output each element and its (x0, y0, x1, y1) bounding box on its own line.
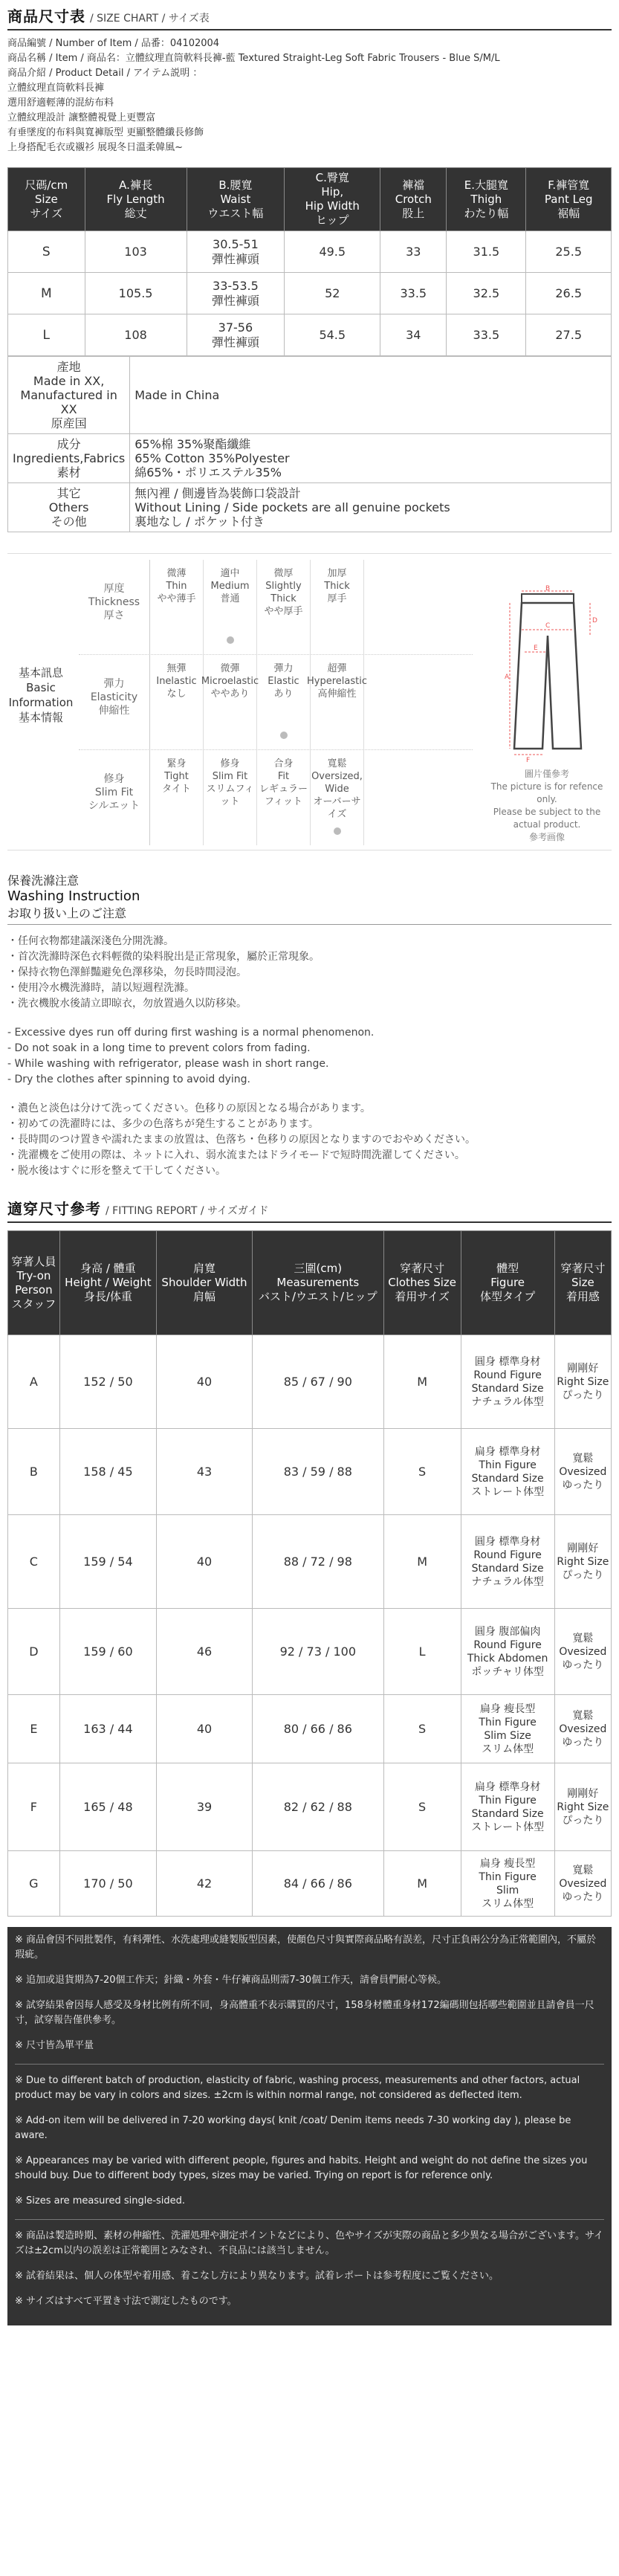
washing-line: ・保持衣物色澤鮮豔避免色澤移染，勿長時間浸泡。 (7, 966, 247, 978)
fitting-row (8, 1763, 612, 1851)
fitting-cell-fig: 扁身 瘦長型 Thin Figure Slim スリム体型 (461, 1851, 554, 1917)
size-cell-c: 54.5 (285, 314, 380, 356)
fitting-cell-s: M (383, 1335, 461, 1429)
fitting-cell-s: S (383, 1429, 461, 1515)
fitting-cell-sh: 40 (157, 1335, 253, 1429)
attribute-row (79, 750, 473, 845)
washing-line: ・脱水後はすぐに形を整えて干してください。 (7, 1165, 226, 1177)
washing-line: ・長時間のつけ置きや濡れたままの放置は、色落ち・色移りの原因となりますのでおやめください。 (7, 1134, 476, 1146)
fitting-col-header: 體型 Figure 体型タイプ (461, 1231, 554, 1335)
size-cell-d: 34 (380, 314, 447, 356)
fitting-cell-hw: 163 / 44 (59, 1695, 156, 1763)
size-col-header: 褲襠 Crotch 股上 (380, 168, 447, 231)
fitting-cell-p: D (8, 1609, 60, 1695)
size-col-header: A.褲長 Fly Length 総丈 (85, 168, 187, 231)
note-line: ※ 試着結果は、個人の体型や着用感、着こなし方により異なります。試着レポートは参考程度にご覧ください。 (15, 2270, 499, 2282)
note-line: ※ 試穿結果會因每人感受及身材比例有所不同，身高體重不表示購買的尺寸，158身材體重身材172編碼則包括哪些範圍並且請會員一尺寸，試穿報告僅供參考。 (15, 2000, 594, 2026)
fitting-title: 適穿尺寸參考 (7, 1200, 101, 1218)
size-cell-c: 49.5 (285, 231, 380, 273)
info-line: 有垂墜度的布料與寬褲版型 更顯整體纖長修飾 (7, 127, 204, 138)
fitting-cell-fit: 剛剛好 Right Size ぴったり (554, 1763, 611, 1851)
fitting-col-header: 穿著尺寸 Clothes Size 着用サイズ (383, 1231, 461, 1335)
note-line: ※ Appearances may be varied with different people, figures and habits. Height and weight do not define the sizes you should buy. Due to different body types, sizes may be varied. Trying on report is for reference only. (15, 2155, 588, 2181)
svg-text:E: E (534, 645, 538, 652)
attribute-row (79, 560, 473, 655)
size-cell-a: 108 (85, 314, 187, 356)
fitting-col-header: 肩寬 Shoulder Width 肩幅 (157, 1231, 253, 1335)
notes-ja (15, 2229, 604, 2309)
washing-line: - Dry the clothes after spinning to avoid dying. (7, 1074, 250, 1085)
selected-dot-icon (280, 732, 288, 739)
fitting-cell-hw: 170 / 50 (59, 1851, 156, 1917)
size-cell-size: M (8, 273, 85, 314)
size-row (8, 231, 612, 273)
fitting-cell-s: S (383, 1695, 461, 1763)
fitting-cell-fig: 扁身 瘦長型 Thin Figure Slim Size スリム体型 (461, 1695, 554, 1763)
attribute-option-label: 微薄 Thin やや薄手 (157, 568, 196, 604)
washing-line: ・洗衣機脫水後請立即晾衣，勿放置過久以防移染。 (7, 998, 247, 1010)
washing-ja (7, 1101, 612, 1179)
fitting-cell-s: M (383, 1851, 461, 1917)
fitting-col-header: 穿著人員 Try-on Person スタッフ (8, 1231, 60, 1335)
fitting-cell-fit: 剛剛好 Right Size ぴったり (554, 1335, 611, 1429)
material-value: 65%棉 35%聚酯纖維 65% Cotton 35%Polyester 綿65%・ポリエステル35% (130, 434, 612, 483)
fitting-cell-s: M (383, 1515, 461, 1609)
attribute-option (311, 560, 364, 654)
fitting-cell-hw: 165 / 48 (59, 1763, 156, 1851)
size-cell-e: 33.5 (447, 314, 526, 356)
fitting-cell-p: G (8, 1851, 60, 1917)
info-line: 立體紋理直筒軟料長褲 (7, 83, 105, 94)
note-line: ※ Add-on item will be delivered in 7-20 working days( knit /coat/ Denim items needs 7-30 working day ), please be aware. (15, 2115, 571, 2141)
svg-text:F: F (526, 757, 531, 762)
attribute-option (311, 750, 364, 845)
size-cell-e: 32.5 (447, 273, 526, 314)
washing-section (7, 871, 612, 1179)
fitting-cell-p: C (8, 1515, 60, 1609)
size-col-header: 尺碼/cm Size サイズ (8, 168, 85, 231)
note-line: ※ 追加或退貨期為7-20個工作天；針織・外套・牛仔褲商品則需7-30個工作天，請會員們耐心等候。 (15, 1975, 447, 1986)
pants-diagram (480, 584, 614, 842)
attribute-option (257, 750, 311, 845)
size-cell-size: S (8, 231, 85, 273)
attribute-option-label: 加厚 Thick 厚手 (324, 568, 350, 604)
fitting-cell-fit: 寬鬆 Ovesized ゆったり (554, 1695, 611, 1763)
size-cell-size: L (8, 314, 85, 356)
size-chart-title: 商品尺寸表 (7, 7, 85, 25)
attribute-option-label: 緊身 Tight タイト (162, 758, 191, 795)
washing-title-ja: お取り扱い上のご注意 (7, 906, 127, 920)
note-line: ※ Due to different batch of production, elasticity of fabric, washing process, measurements and other factors, actual product may be vary in colors and sizes. ±2cm is within normal range, not considered as deflected item. (15, 2075, 580, 2101)
selected-dot-icon (334, 827, 341, 835)
size-cell-a: 105.5 (85, 273, 187, 314)
fitting-cell-m: 84 / 66 / 86 (252, 1851, 383, 1917)
fitting-cell-m: 83 / 59 / 88 (252, 1429, 383, 1515)
attribute-option-label: 合身 Fit レギュラーフィット (259, 758, 308, 807)
fitting-cell-s: S (383, 1763, 461, 1851)
size-row (8, 273, 612, 314)
washing-line: ・首次洗滌時深色衣料輕微的染料脫出是正常現象，屬於正常現象。 (7, 951, 320, 963)
attribute-head: 修身 Slim Fit シルエット (79, 750, 150, 845)
attribute-option (307, 655, 367, 749)
size-cell-a: 103 (85, 231, 187, 273)
fitting-row (8, 1429, 612, 1515)
fitting-col-header: 身高 / 體重 Height / Weight 身長/体重 (59, 1231, 156, 1335)
washing-line: ・濃色と淡色は分けて洗ってください。色移りの原因となる場合があります。 (7, 1103, 371, 1114)
note-line: ※ 商品會因不同批製作，有料彈性、水洗處理或縫製版型因素，使顏色尺寸與實際商品略有誤差，尺寸正負兩公分為正常範圍內，不屬於瑕疵。 (15, 1934, 597, 1960)
info-line: 商品介紹 / Product Detail / アイテム説明 ： (7, 68, 203, 79)
basic-info-label: 基本訊息 Basic Information 基本情報 (8, 666, 74, 724)
divider (15, 2219, 604, 2220)
attribute-option (150, 750, 204, 845)
fitting-cell-fig: 圓身 標準身材 Round Figure Standard Size ナチュラル体型 (461, 1515, 554, 1609)
divider (7, 1221, 612, 1223)
size-row (8, 314, 612, 356)
note-line: ※ サイズはすべて平置き寸法で測定したものです。 (15, 2296, 237, 2307)
others-label: 其它 Others その他 (8, 483, 130, 532)
fitting-col-header: 穿著尺寸 Size 着用感 (554, 1231, 611, 1335)
fitting-cell-fit: 寬鬆 Ovesized ゆったり (554, 1851, 611, 1917)
size-chart-subtitle: / SIZE CHART / サイズ表 (90, 13, 210, 25)
fitting-col-header: 三圍(cm) Measurements バスト/ウエスト/ヒップ (252, 1231, 383, 1335)
note-line: ※ 尺寸皆為單平量 (15, 2040, 94, 2051)
info-line: 商品名稱 / Item / 商品名：立體紋理直筒軟料長褲-藍 Textured Straight-Leg Soft Fabric Trousers - Blue S/M/L (7, 53, 500, 64)
fitting-cell-hw: 152 / 50 (59, 1335, 156, 1429)
size-cell-f: 26.5 (526, 273, 612, 314)
washing-line: - While washing with refrigerator, please wash in short range. (7, 1058, 329, 1070)
fitting-cell-m: 82 / 62 / 88 (252, 1763, 383, 1851)
attribute-option-label: 微彈 Microelastic ややあり (201, 663, 259, 700)
fitting-row (8, 1609, 612, 1695)
washing-line: ・初めての洗濯時には、多少の色落ちが発生することがあります。 (7, 1118, 319, 1130)
fitting-cell-sh: 40 (157, 1695, 253, 1763)
info-line: 商品編號 / Number of Item / 品番：04102004 (7, 38, 220, 49)
fitting-table (7, 1230, 612, 1917)
size-cell-b: 37-56 彈性褲頭 (187, 314, 285, 356)
basic-info (7, 553, 612, 850)
fitting-cell-fig: 圓身 標準身材 Round Figure Standard Size ナチュラル体型 (461, 1335, 554, 1429)
washing-zh (7, 934, 612, 1012)
fitting-cell-p: B (8, 1429, 60, 1515)
attribute-row (79, 655, 473, 750)
fitting-cell-s: L (383, 1609, 461, 1695)
fitting-cell-fig: 扁身 標準身材 Thin Figure Standard Size ストレート体型 (461, 1763, 554, 1851)
fitting-cell-sh: 39 (157, 1763, 253, 1851)
svg-text:B: B (545, 585, 551, 593)
size-cell-d: 33.5 (380, 273, 447, 314)
fitting-cell-fig: 圓身 腹部偏肉 Round Figure Thick Abdomen ポッチャリ体型 (461, 1609, 554, 1695)
size-cell-b: 30.5-51 彈性褲頭 (187, 231, 285, 273)
svg-text:A: A (505, 674, 510, 681)
fitting-row (8, 1695, 612, 1763)
size-col-header: B.腰寬 Waist ウエスト幅 (187, 168, 285, 231)
size-cell-f: 25.5 (526, 231, 612, 273)
info-line: 選用舒適輕薄的混紡布料 (7, 97, 114, 109)
diagram-caption: 圖片僅參考 The picture is for refence only. Please be subject to the actual product. 參考画像 (490, 769, 603, 842)
attribute-head: 彈力 Elasticity 伸縮性 (79, 655, 150, 749)
size-cell-f: 27.5 (526, 314, 612, 356)
info-line: 立體紋理設計 讓整體視覺上更豐富 (7, 112, 156, 123)
attribute-head: 厚度 Thickness 厚さ (79, 560, 150, 654)
origin-value: Made in China (130, 357, 612, 434)
washing-line: - Excessive dyes run off during first washing is a normal phenomenon. (7, 1027, 375, 1039)
fitting-cell-p: A (8, 1335, 60, 1429)
attribute-option (150, 560, 204, 654)
attribute-option-label: 微厚 Slightly Thick やや厚手 (264, 568, 303, 617)
attribute-option (201, 655, 259, 749)
attribute-option (204, 560, 257, 654)
fitting-cell-sh: 46 (157, 1609, 253, 1695)
fitting-cell-hw: 159 / 60 (59, 1609, 156, 1695)
size-cell-c: 52 (285, 273, 380, 314)
fitting-subtitle: / FITTING REPORT / サイズガイド (106, 1205, 269, 1217)
fitting-cell-fit: 寬鬆 Ovesized ゆったり (554, 1609, 611, 1695)
washing-en (7, 1025, 612, 1088)
product-info (7, 36, 612, 155)
washing-line: ・洗濯機をご使用の際は、ネットに入れ、弱水流またはドライモードで短時間洗濯してください。 (7, 1149, 465, 1161)
notes-zh (15, 1933, 604, 2053)
notes-panel (7, 1927, 612, 2325)
washing-line: ・任何衣物都建議深淺色分開洗滌。 (7, 935, 174, 947)
notes-en (15, 2073, 604, 2209)
page (7, 0, 612, 2325)
size-cell-b: 33-53.5 彈性褲頭 (187, 273, 285, 314)
svg-text:D: D (592, 617, 597, 624)
washing-line: ・使用冷水機洗滌時，請以短週程洗滌。 (7, 982, 195, 994)
meta-table (7, 356, 612, 532)
fitting-row (8, 1335, 612, 1429)
size-col-header: E.大腿寬 Thigh わたり幅 (447, 168, 526, 231)
attribute-option (257, 560, 311, 654)
fitting-cell-p: E (8, 1695, 60, 1763)
material-label: 成分 Ingredients,Fabrics 素材 (8, 434, 130, 483)
fitting-cell-fit: 剛剛好 Right Size ぴったり (554, 1515, 611, 1609)
size-col-header: C.臀寬 Hip, Hip Width ヒップ (285, 168, 380, 231)
attribute-option-label: 彈力 Elastic あり (268, 663, 299, 700)
size-col-header: F.褲管寬 Pant Leg 裾幅 (526, 168, 612, 231)
attribute-option-label: 適中 Medium 普通 (210, 568, 250, 604)
fitting-row (8, 1851, 612, 1917)
origin-label: 產地 Made in XX, Manufactured in XX 原産国 (8, 357, 130, 434)
fitting-cell-sh: 42 (157, 1851, 253, 1917)
washing-title-zh: 保養洗滌注意 (7, 874, 80, 888)
attribute-option-label: 寬鬆 Oversized, Wide オーバーサイズ (311, 758, 363, 820)
attribute-grid (79, 560, 473, 845)
attribute-option (150, 655, 204, 749)
fitting-cell-hw: 158 / 45 (59, 1429, 156, 1515)
size-chart-heading (7, 0, 612, 26)
attribute-option-label: 無彈 Inelastic なし (156, 663, 197, 700)
fitting-cell-fit: 寬鬆 Ovesized ゆったり (554, 1429, 611, 1515)
fitting-cell-sh: 40 (157, 1515, 253, 1609)
divider (7, 29, 612, 30)
attribute-option (257, 655, 311, 749)
fitting-cell-m: 85 / 67 / 90 (252, 1335, 383, 1429)
divider (15, 2064, 604, 2065)
others-value: 無內裡 / 側邊皆為裝飾口袋設計 Without Lining / Side pockets are all genuine pockets 裏地なし / ポケット付き (130, 483, 612, 532)
fitting-cell-p: F (8, 1763, 60, 1851)
fitting-cell-hw: 159 / 54 (59, 1515, 156, 1609)
fitting-cell-m: 92 / 73 / 100 (252, 1609, 383, 1695)
selected-dot-icon (227, 636, 234, 644)
size-table (7, 167, 612, 356)
info-line: 上身搭配毛衣或襯衫 展現冬日溫柔韓風~ (7, 142, 184, 153)
washing-line: - Do not soak in a long time to prevent colors from fading. (7, 1042, 311, 1054)
size-cell-d: 33 (380, 231, 447, 273)
fitting-cell-sh: 43 (157, 1429, 253, 1515)
fitting-cell-fig: 扁身 標準身材 Thin Figure Standard Size ストレート体型 (461, 1429, 554, 1515)
note-line: ※ 商品は製造時期、素材の伸縮性、洗濯処理や測定ポイントなどにより、色やサイズが実際の商品と多少異なる場合がございます。サイズは±2cm以内の誤差は正常範囲とみなされ、不良品には該当しません。 (15, 2230, 604, 2256)
note-line: ※ Sizes are measured single-sided. (15, 2195, 186, 2207)
fitting-cell-m: 80 / 66 / 86 (252, 1695, 383, 1763)
fitting-row (8, 1515, 612, 1609)
fitting-cell-m: 88 / 72 / 98 (252, 1515, 383, 1609)
divider (7, 924, 612, 925)
attribute-option-label: 修身 Slim Fit スリムフィット (206, 758, 254, 807)
attribute-option-label: 超彈 Hyperelastic 高伸縮性 (307, 663, 367, 700)
svg-text:C: C (545, 622, 551, 630)
pants-icon (480, 584, 614, 762)
fitting-heading (7, 1192, 612, 1218)
size-cell-e: 31.5 (447, 231, 526, 273)
attribute-option (204, 750, 257, 845)
washing-title-en: Washing Instruction (7, 888, 140, 904)
